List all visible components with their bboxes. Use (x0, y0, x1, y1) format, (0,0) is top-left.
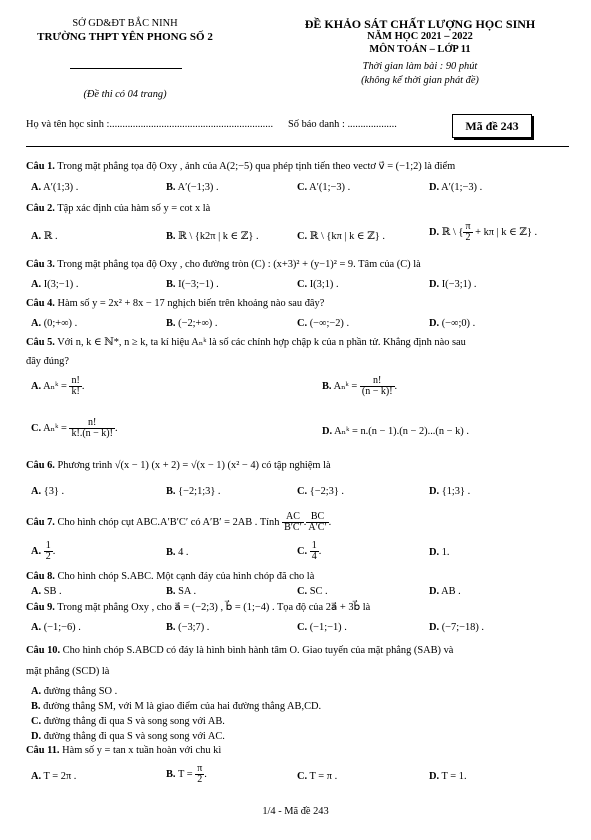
q5-option-b[interactable]: B. Aₙᵏ = $\frac{n!}{(n - k)!}$ . (322, 375, 398, 397)
q1-option-c[interactable]: C. A′(1;−3) . (297, 182, 351, 193)
exam-code: Mã đề 243 (465, 119, 519, 133)
question-3: Câu 3. Trong mặt phẳng tọa độ Oxy , cho đường tròn (C) : (x+3)² + (y−1)² = 9. Tâm của (C) là (26, 259, 421, 270)
question-11: Câu 11. Hàm số y = tan x tuần hoàn với chu kì (26, 745, 222, 756)
q2-option-c[interactable]: C. ℝ \ {kπ | k ∈ ℤ} . (297, 231, 385, 242)
question-5-cont: đây đúng? (26, 356, 69, 367)
q1-option-b[interactable]: B. A′(−1;3) . (166, 182, 219, 193)
q6-option-b[interactable]: B. {−2;1;3} . (166, 486, 221, 497)
question-1: Câu 1. Trong mặt phẳng tọa độ Oxy , ảnh của A(2;−5) qua phép tịnh tiến theo vectơ v⃗ = (−1;2) là điểm (26, 161, 456, 172)
q8-option-b[interactable]: B. SA . (166, 586, 197, 597)
question-9: Câu 9. Trong mặt phẳng Oxy , cho a⃗ = (−2;3) , b⃗ = (1;−4) . Tọa độ của 2a⃗ + 3b⃗ là (26, 602, 371, 613)
q8-option-d[interactable]: D. AB . (429, 586, 461, 597)
q11-option-c[interactable]: C. T = π . (297, 771, 338, 782)
q7-option-a[interactable]: A. $\frac{1}{2}$ . (31, 540, 56, 562)
exam-title: ĐỀ KHẢO SÁT CHẤT LƯỢNG HỌC SINH (304, 17, 536, 31)
q10-option-a[interactable]: A. đường thẳng SO . (31, 686, 118, 697)
q5-option-d[interactable]: D. Aₙᵏ = n.(n − 1).(n − 2)...(n − k) . (322, 426, 469, 437)
q3-option-a[interactable]: A. I(3;−1) . (31, 279, 79, 290)
q3-option-d[interactable]: D. I(−3;1) . (429, 279, 477, 290)
question-4: Câu 4. Hàm số y = 2x² + 8x − 17 nghịch biến trên khoảng nào sau đây? (26, 298, 325, 309)
question-5: Câu 5. Với n, k ∈ ℕ*, n ≥ k, ta kí hiệu Aₙᵏ là số các chỉnh hợp chập k của n phần tử. Khẳng định nào sau (26, 337, 466, 348)
q6-option-c[interactable]: C. {−2;3} . (297, 486, 345, 497)
q10-option-c[interactable]: C. đường thẳng đi qua S và song song với AB. (31, 716, 225, 727)
q3-option-c[interactable]: C. I(3;1) . (297, 279, 339, 290)
page-footer: 1/4 - Mã đề 243 (262, 806, 329, 817)
q6-option-d[interactable]: D. {1;3} . (429, 486, 471, 497)
q9-option-c[interactable]: C. (−1;−1) . (297, 622, 347, 633)
q8-option-c[interactable]: C. SC . (297, 586, 328, 597)
q4-option-b[interactable]: B. (−2;+∞) . (166, 318, 218, 329)
time-note: (không kể thời gian phát đề) (361, 75, 479, 86)
q6-option-a[interactable]: A. {3} . (31, 486, 65, 497)
question-8: Câu 8. Cho hình chóp S.ABC. Một cạnh đáy của hình chóp đã cho là (26, 571, 315, 582)
q3-option-b[interactable]: B. I(−3;−1) . (166, 279, 219, 290)
exam-code-box (452, 114, 532, 138)
q4-option-c[interactable]: C. (−∞;−2) . (297, 318, 350, 329)
q11-option-a[interactable]: A. T = 2π . (31, 771, 77, 782)
subject: MÔN TOÁN – LỚP 11 (369, 44, 471, 55)
q11-option-d[interactable]: D. T = 1. (429, 771, 467, 782)
q4-option-a[interactable]: A. (0;+∞) . (31, 318, 78, 329)
question-7: Câu 7. Cho hình chóp cụt ABC.A′B′C′ có A′B′ = 2AB . Tính $\frac{AC}{B'C'}$ . $\frac{BC}{A'C'}$ . (26, 511, 332, 533)
q9-option-b[interactable]: B. (−3;7) . (166, 622, 210, 633)
q7-option-d[interactable]: D. 1. (429, 547, 450, 558)
student-id-field: Số báo danh : ................... (288, 119, 397, 130)
school-year: NĂM HỌC 2021 – 2022 (367, 31, 473, 42)
q10-option-b[interactable]: B. đường thẳng SM, với M là giao điểm của hai đường thẳng AB,CD. (31, 701, 322, 712)
exam-time: Thời gian làm bài : 90 phút (362, 61, 478, 72)
q11-option-b[interactable]: B. T = $\frac{\pi}{2}$ . (166, 763, 207, 785)
q9-option-d[interactable]: D. (−7;−18) . (429, 622, 485, 633)
department-name: SỞ GD&ĐT BẮC NINH (72, 18, 178, 29)
question-6: Câu 6. Phương trình √(x − 1) (x + 2) = √(x − 1) (x² − 4) có tập nghiệm là (26, 460, 331, 471)
q10-option-d[interactable]: D. đường thẳng đi qua S và song song với AC. (31, 731, 225, 742)
question-10-cont: mặt phẳng (SCD) là (26, 666, 110, 677)
question-2: Câu 2. Tập xác định của hàm số y = cot x là (26, 203, 211, 214)
school-name: TRƯỜNG THPT YÊN PHONG SỐ 2 (37, 31, 213, 43)
q9-option-a[interactable]: A. (−1;−6) . (31, 622, 81, 633)
q2-option-b[interactable]: B. ℝ \ {k2π | k ∈ ℤ} . (166, 231, 259, 242)
q7-option-c[interactable]: C. $\frac{1}{4}$ . (297, 540, 322, 562)
pages-note: (Đề thi có 04 trang) (83, 89, 167, 100)
q1-option-d[interactable]: D. A′(1;−3) . (429, 182, 483, 193)
q2-option-d[interactable]: D. ℝ \ { $\frac{\pi}{2}$ + kπ | k ∈ ℤ} . (429, 221, 538, 243)
q8-option-a[interactable]: A. SB . (31, 586, 62, 597)
student-name-field: Họ và tên học sinh :............................................................... (26, 119, 274, 130)
q5-option-a[interactable]: A. Aₙᵏ = $\frac{n!}{k!}$ . (31, 375, 85, 397)
q4-option-d[interactable]: D. (−∞;0) . (429, 318, 476, 329)
q1-option-a[interactable]: A. A′(1;3) . (31, 182, 79, 193)
q5-option-c[interactable]: C. Aₙᵏ = $\frac{n!}{k!.(n - k)!}$ . (31, 417, 118, 439)
q2-option-a[interactable]: A. ℝ . (31, 231, 58, 242)
question-10: Câu 10. Cho hình chóp S.ABCD có đáy là hình bình hành tâm O. Giao tuyến của mặt phẳng (SAB) và (26, 645, 454, 656)
section-divider (26, 146, 569, 147)
header-divider (70, 68, 182, 69)
q7-option-b[interactable]: B. 4 . (166, 547, 189, 558)
